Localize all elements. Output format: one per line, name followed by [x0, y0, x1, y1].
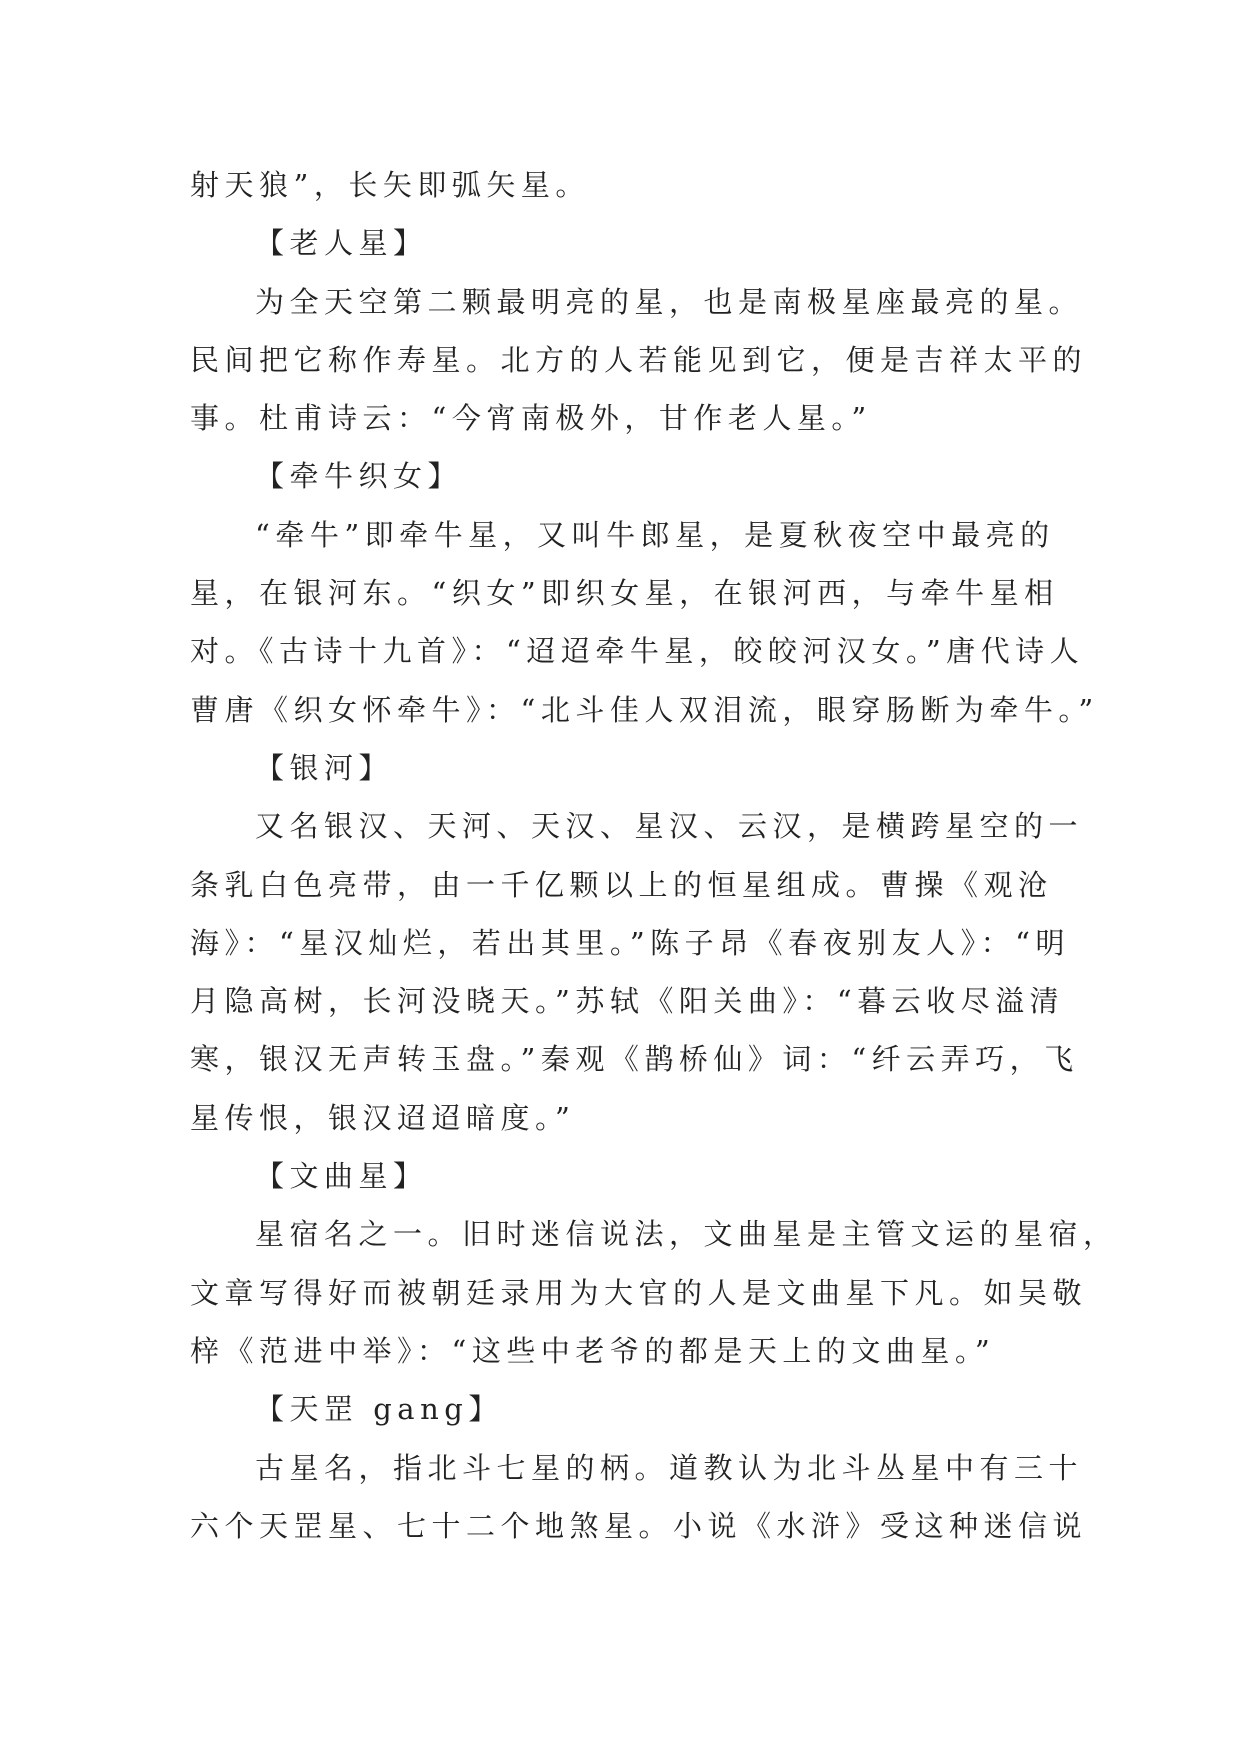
paragraph-line: 古星名，指北斗七星的柄。道教认为北斗丛星中有三十: [255, 1450, 1084, 1485]
paragraph-line: 为全天空第二颗最明亮的星，也是南极星座最亮的星。: [255, 284, 1084, 319]
paragraph-line: 对。《古诗十九首》：“迢迢牵牛星，皎皎河汉女。”唐代诗人: [190, 634, 1085, 669]
section-heading-tiangang: 【天罡 gang】: [255, 1392, 503, 1427]
paragraph-line: 梓《范进中举》：“这些中老爷的都是天上的文曲星。”: [190, 1333, 996, 1368]
text-line: 射天狼”，长矢即弧矢星。: [190, 168, 590, 202]
section-heading-wenquxing: 【文曲星】: [255, 1159, 428, 1194]
paragraph-line: 月隐高树，长河没晓天。”苏轼《阳关曲》：“暮云收尽溢清: [190, 984, 1065, 1019]
paragraph-line: 海》：“星汉灿烂，若出其里。”陈子昂《春夜别友人》：“明: [190, 925, 1070, 960]
paragraph-line: 曹唐《织女怀牵牛》：“北斗佳人双泪流，眼穿肠断为牵牛。”: [190, 692, 1099, 727]
paragraph-line: 星，在银河东。“织女”即织女星，在银河西，与牵牛星相: [190, 576, 1059, 611]
section-heading-laorenxing: 【老人星】: [255, 226, 428, 261]
paragraph-line: 又名银汉、天河、天汉、星汉、云汉，是横跨星空的一: [255, 809, 1084, 844]
document-page: [190, 156, 1118, 1555]
paragraph-line: 事。杜甫诗云：“今宵南极外，甘作老人星。”: [190, 401, 872, 436]
paragraph-line: 民间把它称作寿星。北方的人若能见到它，便是吉祥太平的: [190, 342, 1088, 377]
section-heading-yinhe: 【银河】: [255, 750, 394, 785]
paragraph-line: 文章写得好而被朝廷录用为大官的人是文曲星下凡。如吴敬: [190, 1275, 1088, 1310]
paragraph-line: 星传恨，银汉迢迢暗度。”: [190, 1100, 576, 1135]
paragraph-line: 六个天罡星、七十二个地煞星。小说《水浒》受这种迷信说: [190, 1508, 1088, 1543]
paragraph-line: 条乳白色亮带，由一千亿颗以上的恒星组成。曹操《观沧: [190, 867, 1053, 902]
paragraph-line: 寒，银汉无声转玉盘。”秦观《鹊桥仙》词：“纤云弄巧，飞: [190, 1042, 1079, 1077]
section-heading-qianniu-zhinv: 【牵牛织女】: [255, 459, 463, 494]
paragraph-line: 星宿名之一。旧时迷信说法，文曲星是主管文运的星宿，: [255, 1217, 1118, 1252]
paragraph-line: “牵牛”即牵牛星，又叫牛郎星，是夏秋夜空中最亮的: [255, 517, 1055, 552]
